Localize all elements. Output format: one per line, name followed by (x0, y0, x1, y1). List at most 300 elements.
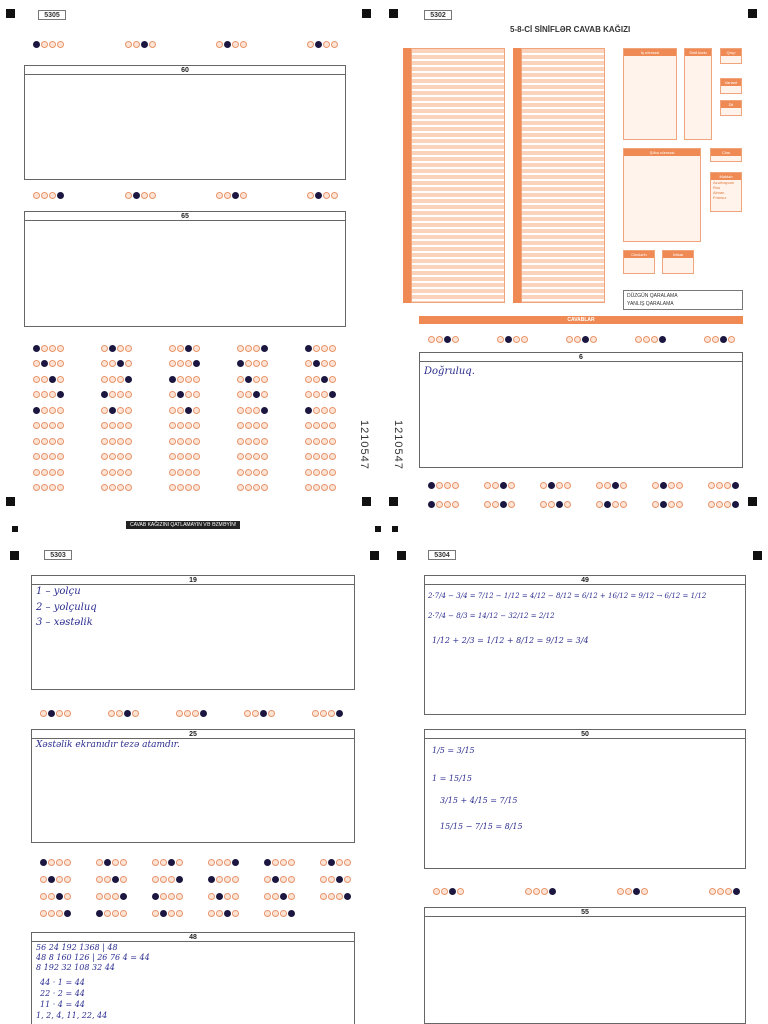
bubble-filled[interactable] (245, 376, 252, 383)
bubble-filled[interactable] (96, 910, 103, 917)
answer-bubble-row[interactable] (419, 335, 459, 343)
answer-bubble-row[interactable] (424, 887, 464, 895)
answer-bubble-row[interactable] (24, 375, 64, 383)
answer-bubble-row[interactable] (207, 40, 247, 48)
bubble-empty[interactable] (323, 41, 330, 48)
bubble-empty[interactable] (208, 910, 215, 917)
answer-bubble-row[interactable] (587, 500, 627, 508)
bubble-empty[interactable] (185, 484, 192, 491)
answer-bubble-row[interactable] (296, 391, 336, 399)
answer-bubble-row[interactable] (296, 468, 336, 476)
bubble-empty[interactable] (288, 859, 295, 866)
bubble-empty[interactable] (177, 469, 184, 476)
bubble-empty[interactable] (117, 391, 124, 398)
bubble-empty[interactable] (329, 360, 336, 367)
answer-bubble-row[interactable] (311, 858, 351, 866)
bubble-empty[interactable] (253, 484, 260, 491)
bubble-empty[interactable] (57, 484, 64, 491)
bubble-empty[interactable] (320, 859, 327, 866)
bubble-empty[interactable] (321, 453, 328, 460)
bubble-empty[interactable] (104, 893, 111, 900)
answer-bubble-row[interactable] (160, 344, 200, 352)
bubble-filled[interactable] (449, 888, 456, 895)
bubble-empty[interactable] (245, 407, 252, 414)
bubble-empty[interactable] (117, 376, 124, 383)
bubble-empty[interactable] (185, 360, 192, 367)
bubble-empty[interactable] (41, 484, 48, 491)
bubble-filled[interactable] (120, 893, 127, 900)
bubble-empty[interactable] (216, 910, 223, 917)
bubble-empty[interactable] (109, 438, 116, 445)
bubble-empty[interactable] (57, 407, 64, 414)
answer-bubble-row[interactable] (160, 375, 200, 383)
bubble-empty[interactable] (109, 391, 116, 398)
bubble-empty[interactable] (635, 336, 642, 343)
bubble-empty[interactable] (177, 438, 184, 445)
bubble-empty[interactable] (540, 482, 547, 489)
bubble-empty[interactable] (313, 376, 320, 383)
bubble-empty[interactable] (152, 876, 159, 883)
bubble-filled[interactable] (57, 391, 64, 398)
bubble-filled[interactable] (280, 893, 287, 900)
answer-bubble-row[interactable] (160, 484, 200, 492)
bubble-empty[interactable] (216, 859, 223, 866)
bubble-empty[interactable] (33, 360, 40, 367)
bubble-empty[interactable] (441, 888, 448, 895)
bubble-empty[interactable] (305, 484, 312, 491)
bubble-empty[interactable] (433, 888, 440, 895)
answer-bubble-row[interactable] (311, 892, 351, 900)
bubble-filled[interactable] (141, 41, 148, 48)
bubble-empty[interactable] (101, 407, 108, 414)
bubble-filled[interactable] (112, 876, 119, 883)
bubble-empty[interactable] (117, 438, 124, 445)
bubble-filled[interactable] (604, 501, 611, 508)
answer-bubble-row[interactable] (419, 481, 459, 489)
bubble-empty[interactable] (224, 893, 231, 900)
bubble-empty[interactable] (184, 710, 191, 717)
bubble-empty[interactable] (521, 336, 528, 343)
bubble-empty[interactable] (237, 469, 244, 476)
grade-panel-2[interactable] (662, 250, 694, 274)
answer-bubble-row[interactable] (296, 484, 336, 492)
bubble-empty[interactable] (96, 859, 103, 866)
answer-bubble-row[interactable] (24, 468, 64, 476)
bubble-empty[interactable] (56, 710, 63, 717)
bubble-empty[interactable] (40, 710, 47, 717)
bubble-empty[interactable] (272, 859, 279, 866)
bubble-empty[interactable] (331, 41, 338, 48)
bubble-empty[interactable] (160, 893, 167, 900)
bubble-filled[interactable] (109, 345, 116, 352)
bubble-empty[interactable] (96, 893, 103, 900)
bubble-empty[interactable] (33, 376, 40, 383)
answer-bubble-row[interactable] (24, 453, 64, 461)
bubble-empty[interactable] (305, 453, 312, 460)
bubble-empty[interactable] (590, 336, 597, 343)
bubble-empty[interactable] (436, 482, 443, 489)
bubble-empty[interactable] (177, 484, 184, 491)
bubble-filled[interactable] (237, 360, 244, 367)
grade-panel-1[interactable] (623, 250, 655, 274)
bubble-empty[interactable] (643, 336, 650, 343)
bubble-empty[interactable] (185, 391, 192, 398)
bubble-empty[interactable] (120, 859, 127, 866)
bubble-empty[interactable] (452, 501, 459, 508)
bubble-empty[interactable] (272, 893, 279, 900)
bubble-empty[interactable] (261, 391, 268, 398)
bubble-filled[interactable] (260, 710, 267, 717)
bubble-empty[interactable] (49, 438, 56, 445)
bubble-empty[interactable] (321, 438, 328, 445)
bubble-empty[interactable] (168, 876, 175, 883)
bubble-empty[interactable] (564, 501, 571, 508)
bubble-empty[interactable] (152, 910, 159, 917)
bubble-empty[interactable] (193, 438, 200, 445)
bubble-empty[interactable] (717, 888, 724, 895)
answer-bubble-row[interactable] (235, 709, 275, 717)
bubble-filled[interactable] (224, 910, 231, 917)
answer-bubble-row[interactable] (199, 892, 239, 900)
bubble-empty[interactable] (117, 345, 124, 352)
bubble-empty[interactable] (108, 710, 115, 717)
bubble-empty[interactable] (245, 453, 252, 460)
bubble-empty[interactable] (596, 482, 603, 489)
answer-bubble-row[interactable] (228, 422, 268, 430)
answer-bubble-row[interactable] (24, 40, 64, 48)
bubble-empty[interactable] (49, 407, 56, 414)
bubble-filled[interactable] (556, 501, 563, 508)
bubble-empty[interactable] (109, 376, 116, 383)
bubble-empty[interactable] (240, 192, 247, 199)
bubble-empty[interactable] (620, 501, 627, 508)
bubble-empty[interactable] (237, 422, 244, 429)
bubble-empty[interactable] (328, 893, 335, 900)
bubble-empty[interactable] (64, 859, 71, 866)
bubble-filled[interactable] (125, 376, 132, 383)
bubble-empty[interactable] (185, 453, 192, 460)
answer-bubble-row[interactable] (167, 709, 207, 717)
bubble-empty[interactable] (125, 438, 132, 445)
bubble-empty[interactable] (57, 376, 64, 383)
bubble-empty[interactable] (237, 438, 244, 445)
bubble-empty[interactable] (237, 345, 244, 352)
bubble-empty[interactable] (216, 876, 223, 883)
bubble-empty[interactable] (725, 888, 732, 895)
bubble-filled[interactable] (732, 482, 739, 489)
bubble-empty[interactable] (444, 501, 451, 508)
bubble-empty[interactable] (452, 336, 459, 343)
answer-bubble-row[interactable] (207, 191, 247, 199)
bubble-empty[interactable] (176, 910, 183, 917)
bubble-empty[interactable] (125, 469, 132, 476)
answer-bubble-row[interactable] (160, 453, 200, 461)
bubble-empty[interactable] (41, 345, 48, 352)
language-panel[interactable] (720, 100, 742, 116)
bubble-empty[interactable] (57, 469, 64, 476)
bubble-empty[interactable] (56, 876, 63, 883)
bubble-filled[interactable] (232, 859, 239, 866)
bubble-empty[interactable] (508, 482, 515, 489)
bubble-filled[interactable] (288, 910, 295, 917)
answer-bubble-row[interactable] (160, 468, 200, 476)
bubble-filled[interactable] (336, 710, 343, 717)
bubble-empty[interactable] (232, 893, 239, 900)
group-panel[interactable] (720, 48, 742, 64)
answer-bubble-row[interactable] (199, 909, 239, 917)
bubble-empty[interactable] (49, 360, 56, 367)
answer-bubble-row[interactable] (24, 191, 64, 199)
bubble-empty[interactable] (49, 391, 56, 398)
bubble-empty[interactable] (133, 41, 140, 48)
bubble-empty[interactable] (320, 893, 327, 900)
answer-bubble-row[interactable] (92, 484, 132, 492)
bubble-empty[interactable] (64, 876, 71, 883)
answer-bubble-row[interactable] (92, 453, 132, 461)
bubble-empty[interactable] (185, 469, 192, 476)
bubble-empty[interactable] (724, 501, 731, 508)
bubble-empty[interactable] (169, 484, 176, 491)
bubble-empty[interactable] (617, 888, 624, 895)
answer-box-55[interactable] (424, 907, 746, 1024)
bubble-empty[interactable] (625, 888, 632, 895)
answer-bubble-row[interactable] (31, 709, 71, 717)
bubble-empty[interactable] (508, 501, 515, 508)
answer-bubble-row[interactable] (87, 892, 127, 900)
bubble-empty[interactable] (668, 501, 675, 508)
bubble-empty[interactable] (96, 876, 103, 883)
bubble-empty[interactable] (513, 336, 520, 343)
bubble-empty[interactable] (261, 453, 268, 460)
bubble-empty[interactable] (261, 438, 268, 445)
bubble-empty[interactable] (307, 192, 314, 199)
bubble-empty[interactable] (313, 407, 320, 414)
answer-bubble-row[interactable] (298, 191, 338, 199)
bubble-empty[interactable] (40, 910, 47, 917)
bubble-empty[interactable] (176, 710, 183, 717)
bubble-empty[interactable] (132, 710, 139, 717)
answer-bubble-row[interactable] (699, 481, 739, 489)
bubble-filled[interactable] (315, 41, 322, 48)
bubble-empty[interactable] (541, 888, 548, 895)
bubble-filled[interactable] (733, 888, 740, 895)
bubble-empty[interactable] (49, 422, 56, 429)
bubble-empty[interactable] (41, 192, 48, 199)
answer-bubble-row[interactable] (296, 344, 336, 352)
bubble-empty[interactable] (564, 482, 571, 489)
bubble-filled[interactable] (428, 501, 435, 508)
answer-bubble-row[interactable] (92, 375, 132, 383)
bubble-filled[interactable] (64, 910, 71, 917)
bubble-empty[interactable] (117, 422, 124, 429)
bubble-empty[interactable] (724, 482, 731, 489)
bubble-empty[interactable] (168, 910, 175, 917)
bubble-empty[interactable] (185, 376, 192, 383)
bubble-empty[interactable] (245, 391, 252, 398)
answer-bubble-row[interactable] (199, 858, 239, 866)
bubble-empty[interactable] (101, 376, 108, 383)
bubble-empty[interactable] (313, 391, 320, 398)
bubble-empty[interactable] (252, 710, 259, 717)
bubble-empty[interactable] (33, 469, 40, 476)
answer-bubble-row[interactable] (557, 335, 597, 343)
bubble-empty[interactable] (237, 407, 244, 414)
answer-bubble-row[interactable] (92, 437, 132, 445)
bubble-empty[interactable] (40, 893, 47, 900)
bubble-empty[interactable] (48, 859, 55, 866)
bubble-empty[interactable] (245, 469, 252, 476)
bubble-empty[interactable] (177, 422, 184, 429)
bubble-empty[interactable] (125, 453, 132, 460)
bubble-empty[interactable] (305, 360, 312, 367)
answer-bubble-row[interactable] (87, 875, 127, 883)
bubble-empty[interactable] (261, 360, 268, 367)
answer-bubble-row[interactable] (143, 858, 183, 866)
bubble-empty[interactable] (240, 41, 247, 48)
bubble-empty[interactable] (320, 710, 327, 717)
bubble-empty[interactable] (169, 360, 176, 367)
bubble-filled[interactable] (133, 192, 140, 199)
bubble-filled[interactable] (582, 336, 589, 343)
bubble-empty[interactable] (492, 482, 499, 489)
bubble-empty[interactable] (149, 41, 156, 48)
bubble-empty[interactable] (288, 876, 295, 883)
answer-bubble-row[interactable] (626, 335, 666, 343)
bubble-empty[interactable] (125, 360, 132, 367)
bubble-filled[interactable] (152, 893, 159, 900)
bubble-empty[interactable] (253, 360, 260, 367)
bubble-filled[interactable] (56, 893, 63, 900)
identity-panel[interactable] (623, 48, 677, 140)
bubble-empty[interactable] (169, 453, 176, 460)
bubble-empty[interactable] (101, 469, 108, 476)
bubble-empty[interactable] (708, 482, 715, 489)
bubble-empty[interactable] (120, 910, 127, 917)
bubble-empty[interactable] (313, 438, 320, 445)
bubble-empty[interactable] (244, 710, 251, 717)
bubble-empty[interactable] (41, 407, 48, 414)
bubble-empty[interactable] (484, 501, 491, 508)
bubble-empty[interactable] (41, 422, 48, 429)
bubble-empty[interactable] (101, 422, 108, 429)
bubble-empty[interactable] (33, 438, 40, 445)
bubble-empty[interactable] (216, 41, 223, 48)
bubble-empty[interactable] (112, 859, 119, 866)
subgroup-panel[interactable] (623, 148, 701, 242)
bubble-empty[interactable] (329, 407, 336, 414)
bubble-empty[interactable] (329, 345, 336, 352)
bubble-filled[interactable] (272, 876, 279, 883)
bubble-empty[interactable] (704, 336, 711, 343)
bubble-empty[interactable] (288, 893, 295, 900)
bubble-empty[interactable] (652, 501, 659, 508)
answer-bubble-row[interactable] (228, 468, 268, 476)
variant-panel[interactable] (720, 78, 742, 94)
answer-bubble-row[interactable] (296, 375, 336, 383)
answer-bubble-row[interactable] (419, 500, 459, 508)
bubble-filled[interactable] (185, 407, 192, 414)
bubble-filled[interactable] (264, 859, 271, 866)
class-code-panel[interactable] (684, 48, 712, 140)
bubble-empty[interactable] (125, 345, 132, 352)
bubble-empty[interactable] (104, 876, 111, 883)
bubble-empty[interactable] (264, 893, 271, 900)
bubble-empty[interactable] (224, 876, 231, 883)
answer-bubble-row[interactable] (228, 406, 268, 414)
bubble-empty[interactable] (307, 41, 314, 48)
bubble-empty[interactable] (716, 482, 723, 489)
bubble-empty[interactable] (64, 893, 71, 900)
bubble-filled[interactable] (177, 391, 184, 398)
answer-bubble-row[interactable] (296, 422, 336, 430)
bubble-empty[interactable] (329, 484, 336, 491)
bubble-filled[interactable] (216, 893, 223, 900)
bubble-filled[interactable] (305, 345, 312, 352)
bubble-empty[interactable] (245, 484, 252, 491)
answer-bubble-row[interactable] (228, 437, 268, 445)
bubble-empty[interactable] (160, 876, 167, 883)
answer-bubble-row[interactable] (475, 500, 515, 508)
bubble-empty[interactable] (185, 422, 192, 429)
answer-bubble-row[interactable] (296, 453, 336, 461)
bubble-empty[interactable] (245, 345, 252, 352)
bubble-empty[interactable] (101, 438, 108, 445)
bubble-empty[interactable] (56, 910, 63, 917)
bubble-filled[interactable] (444, 336, 451, 343)
bubble-empty[interactable] (312, 710, 319, 717)
answer-bubble-row[interactable] (255, 858, 295, 866)
bubble-filled[interactable] (505, 336, 512, 343)
bubble-filled[interactable] (315, 192, 322, 199)
bubble-filled[interactable] (57, 192, 64, 199)
bubble-empty[interactable] (305, 438, 312, 445)
bubble-empty[interactable] (313, 469, 320, 476)
bubble-empty[interactable] (57, 422, 64, 429)
bubble-empty[interactable] (709, 888, 716, 895)
bubble-empty[interactable] (676, 482, 683, 489)
bubble-filled[interactable] (548, 482, 555, 489)
bubble-empty[interactable] (457, 888, 464, 895)
bubble-empty[interactable] (321, 360, 328, 367)
bubble-empty[interactable] (237, 484, 244, 491)
bubble-empty[interactable] (313, 345, 320, 352)
bubble-empty[interactable] (321, 407, 328, 414)
bubble-filled[interactable] (224, 41, 231, 48)
answer-bubble-row[interactable] (643, 500, 683, 508)
bubble-empty[interactable] (120, 876, 127, 883)
bubble-empty[interactable] (336, 893, 343, 900)
answer-bubble-row[interactable] (695, 335, 735, 343)
bubble-filled[interactable] (720, 336, 727, 343)
answer-bubble-row[interactable] (311, 875, 351, 883)
bubble-filled[interactable] (41, 360, 48, 367)
bubble-empty[interactable] (176, 893, 183, 900)
bubble-empty[interactable] (712, 336, 719, 343)
bubble-filled[interactable] (124, 710, 131, 717)
answer-bubble-row[interactable] (92, 360, 132, 368)
bubble-empty[interactable] (321, 469, 328, 476)
bubble-empty[interactable] (261, 422, 268, 429)
bubble-filled[interactable] (261, 407, 268, 414)
answer-bubble-row[interactable] (160, 437, 200, 445)
bubble-empty[interactable] (344, 859, 351, 866)
bubble-empty[interactable] (41, 469, 48, 476)
bubble-empty[interactable] (57, 41, 64, 48)
answer-bubble-row[interactable] (24, 437, 64, 445)
bubble-empty[interactable] (676, 501, 683, 508)
bubble-empty[interactable] (33, 484, 40, 491)
bubble-empty[interactable] (104, 910, 111, 917)
